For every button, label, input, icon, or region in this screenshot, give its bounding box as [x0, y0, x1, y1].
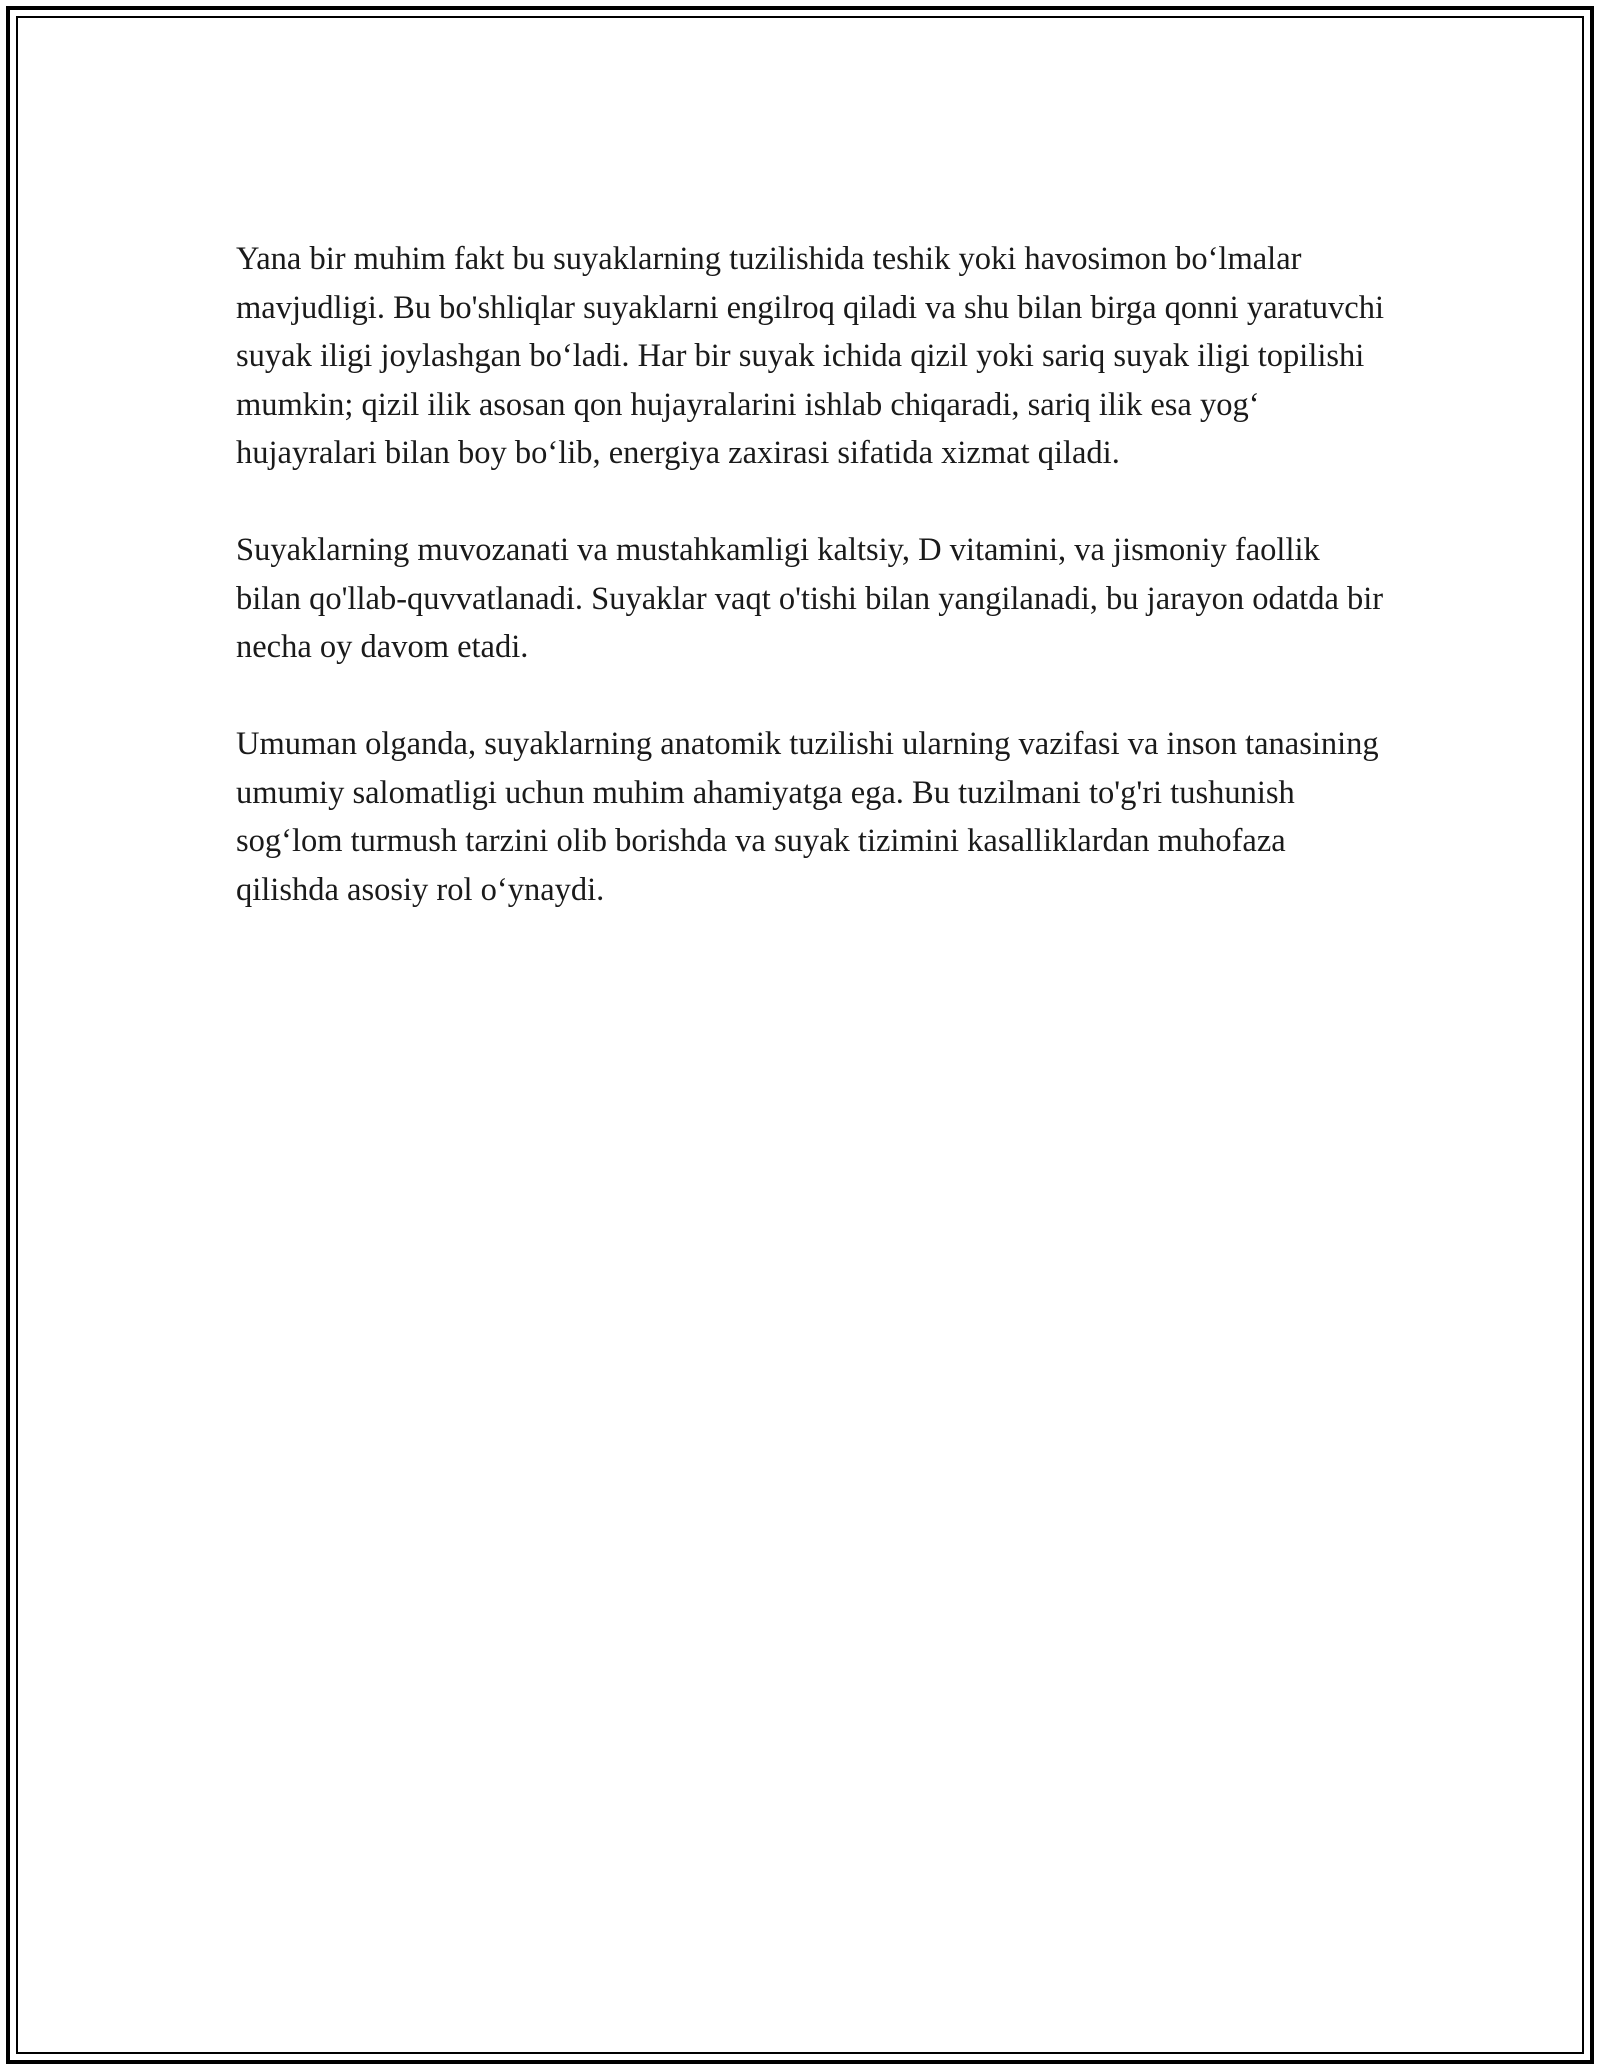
paragraph-2: Suyaklarning muvozanati va mustahkamligi kaltsiy, D vitamini, va jismoniy faollik bilan qo'llab-quvvatlanadi. Suyaklar vaqt o'tishi bilan yangilanadi, bu jarayon odatda bir necha oy davom etadi.	[236, 532, 1384, 665]
paragraph-3: Umuman olganda, suyaklarning anatomik tuzilishi ularning vazifasi va inson tanasining umumiy salomatligi uchun muhim ahamiyatga ega. Bu tuzilmani to'g'ri tushunish sog‘lom turmush tarzini olib borishda va suyak tizimini kasalliklardan muhofaza qilishda asosiy rol o‘ynaydi.	[236, 726, 1379, 908]
paragraph-1: Yana bir muhim fakt bu suyaklarning tuzilishida teshik yoki havosimon bo‘lmalar mavjudligi. Bu bo'shliqlar suyaklarni engilroq qiladi va shu bilan birga qonni yaratuvchi suyak iligi joylashgan bo‘ladi. Har bir suyak ichida qizil yoki sariq suyak iligi topilishi mumkin; qizil ilik asosan qon hujayralarini ishlab chiqaradi, sariq ilik esa yog‘ hujayralari bilan boy bo‘lib, energiya zaxirasi sifatida xizmat qiladi.	[236, 241, 1384, 471]
document-body	[236, 235, 1386, 963]
